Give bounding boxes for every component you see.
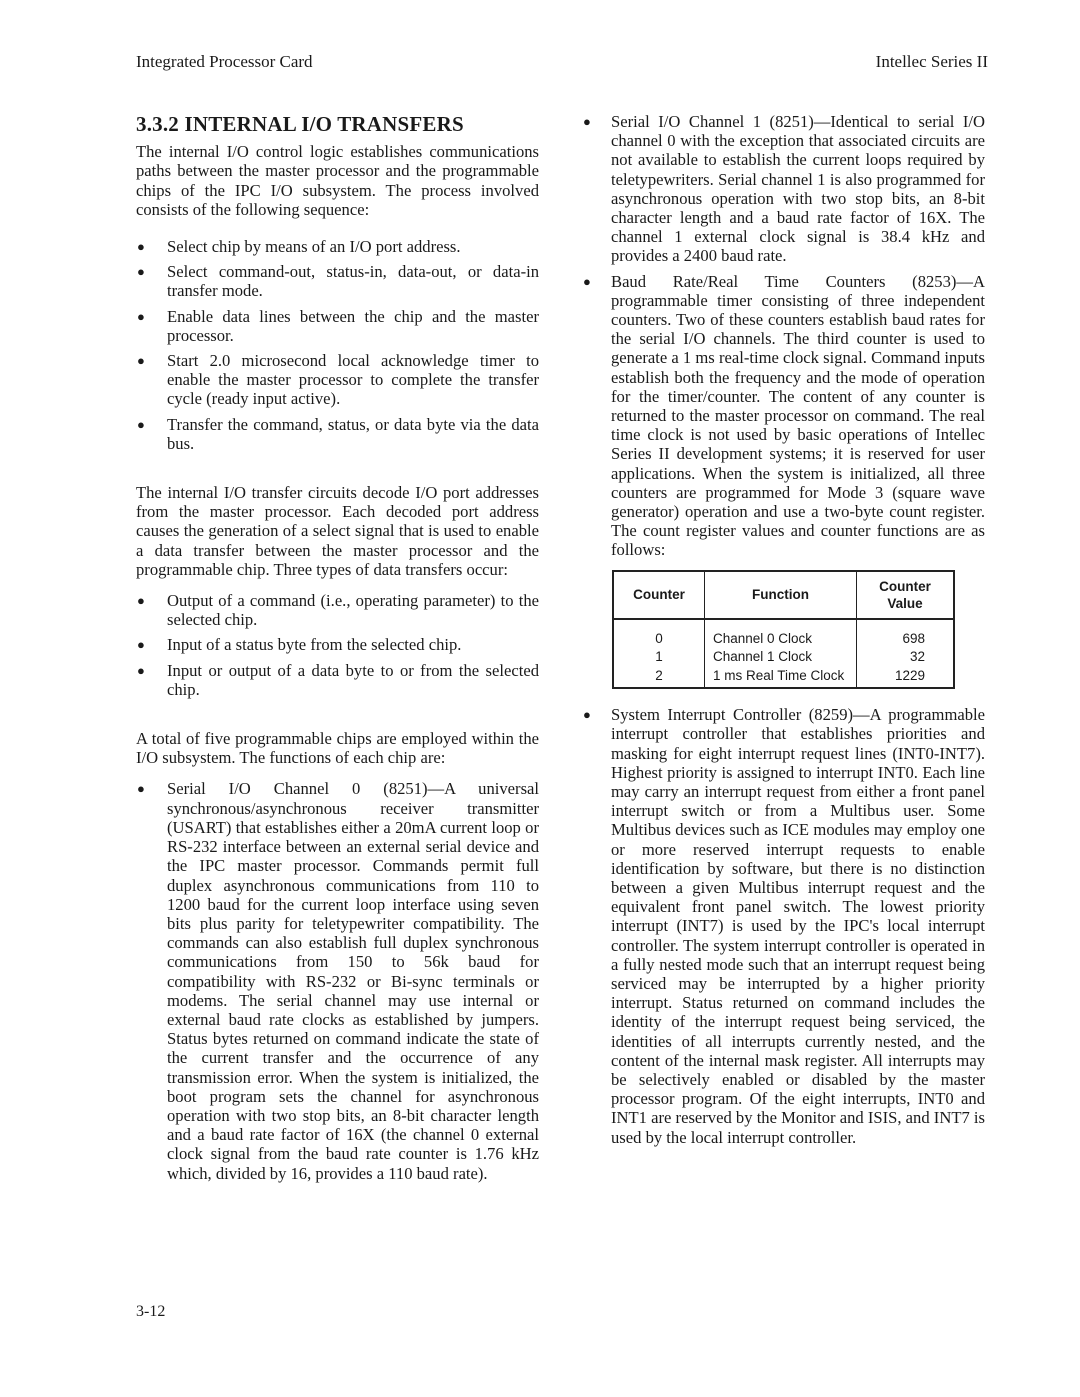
counter-table bbox=[612, 570, 955, 690]
bullet-icon: ● bbox=[583, 707, 591, 723]
bullet-icon: ● bbox=[137, 308, 145, 324]
decode-paragraph: The internal I/O transfer circuits decode I/O port addresses from the master processor. Each decoded port address causes the generation of a select signal that is used to enable a data transfer between the master processor and the programmable chip. Three types of data transfers occur: bbox=[136, 483, 539, 579]
right-column bbox=[582, 112, 985, 1165]
list-item: ● Select chip by means of an I/O port address. bbox=[137, 237, 461, 257]
page-number: 3-12 bbox=[136, 1303, 166, 1320]
bullet-icon: ● bbox=[137, 781, 145, 797]
list-item: ● Select command-out, status-in, data-out, or data-in transfer mode. bbox=[137, 262, 539, 301]
chips-list-left bbox=[136, 779, 539, 1182]
sequence-list bbox=[136, 237, 539, 453]
header-counter-value: Counter Value bbox=[857, 571, 955, 619]
running-header-left: Integrated Processor Card bbox=[136, 52, 313, 71]
list-item: ● Enable data lines between the chip and the master processor. bbox=[137, 306, 539, 345]
bullet-icon: ● bbox=[137, 264, 145, 280]
section-title: 3.3.2 INTERNAL I/O TRANSFERS bbox=[136, 112, 464, 136]
running-header-right: Intellec Series II bbox=[875, 52, 988, 71]
chips-list-right bbox=[582, 112, 985, 560]
header-counter: Counter bbox=[613, 571, 705, 619]
table-row: 1 Channel 1 Clock 32 bbox=[613, 648, 954, 667]
table-row: 2 1 ms Real Time Clock 1229 bbox=[613, 667, 954, 689]
bullet-icon: ● bbox=[137, 662, 145, 678]
list-item: ● Baud Rate/Real Time Counters (8253)—A programmable timer consisting of three independent counters. Two of these counters establish baud rates for the serial I/O channels. The third counter is used to generate a 1 ms real-time clock signal. Command inputs establish both the frequency and the mode of operation for the timer/counter. The content of any counter is returned to the master processor on command. The real time clock is not used by basic operations of Intellec Series II development systems; it is reserved for user applications. When the system is initialized, all three counters are programmed for Mode 3 (square wave generator) operation and use a two-byte count register. The count register values and counter functions are as follows: bbox=[583, 271, 985, 560]
bullet-icon: ● bbox=[583, 114, 591, 129]
left-column bbox=[136, 112, 539, 1201]
table-row: 0 Channel 0 Clock 698 bbox=[613, 619, 954, 649]
list-item: ● Start 2.0 microsecond local acknowledge timer to enable the master processor to complete the transfer cycle (ready input active). bbox=[137, 351, 539, 409]
list-item: ● Serial I/O Channel 0 (8251)—A universal synchronous/asynchronous receiver transmitter (USART) that establishes either a 20mA current loop or RS-232 interface between an external serial device and the IPC master processor. Commands permit full duplex asynchronous communications from 110 to 1200 baud for the current loop interface using seven bits plus parity for teletypewriter compatibility. The commands can also establish full duplex synchronous communications from 150 to 56k baud for compatibility with RS-232 or Bi-sync terminals or modems. The serial channel may use internal or external baud rate clocks as established by jumpers. Status bytes returned on command indicate the state of the current transfer and the occurrence of any transmission error. When the system is initialized, the boot program sets the channel for asynchronous operation with two stop bits, an 8-bit character length and a baud rate factor of 16X (the channel 0 external clock signal from the baud rate counter is 1.76 kHz which, divided by 16, provides a 110 baud rate). bbox=[137, 779, 539, 1183]
table-header-row bbox=[613, 571, 954, 619]
bullet-icon: ● bbox=[137, 416, 145, 432]
list-item: ● Transfer the command, status, or data byte via the data bus. bbox=[137, 414, 539, 453]
chips-paragraph: A total of five programmable chips are employed within the I/O subsystem. The functions of each chip are: bbox=[136, 729, 539, 768]
bullet-icon: ● bbox=[137, 353, 145, 369]
bullet-icon: ● bbox=[583, 273, 591, 289]
bullet-icon: ● bbox=[137, 593, 145, 609]
list-item: ● Input of a status byte from the selected chip. bbox=[137, 635, 462, 655]
bullet-icon: ● bbox=[137, 239, 145, 255]
chips-list-right-continued bbox=[582, 705, 985, 1147]
list-item: ● Output of a command (i.e., operating parameter) to the selected chip. bbox=[137, 591, 539, 630]
list-item: ● Input or output of a data byte to or from the selected chip. bbox=[137, 660, 539, 699]
list-item: ● Serial I/O Channel 1 (8251)—Identical to serial I/O channel 0 with the exception that associated circuits are not available to establish the current loops required by teletypewriters. Serial channel 1 is also programmed for asynchronous operation with two stop bits, an 8-bit character length and a baud rate factor of 16X. The channel 1 external clock signal is 38.4 kHz and provides a 2400 baud rate. bbox=[583, 112, 985, 266]
header-function: Function bbox=[705, 571, 857, 619]
bullet-icon: ● bbox=[137, 637, 145, 653]
transfer-types-list bbox=[136, 591, 539, 699]
intro-paragraph: The internal I/O control logic establishes communications paths between the master processor and the programmable chips of the IPC I/O subsystem. The process involved consists of the following sequence: bbox=[136, 142, 539, 219]
list-item: ● System Interrupt Controller (8259)—A programmable interrupt controller that establishes priorities and masking for eight interrupt request lines (INT0-INT7). Highest priority is assigned to interrupt INT0. Each line may carry an interrupt request from either a front panel interrupt switch or from a Multibus user. Some Multibus devices such as ICE modules may employ one or more reserved interrupt requests to enable identification by software, but there is no distinction between a given Multibus interrupt request and the equivalent front panel switch. The lowest priority interrupt (INT7) is used by the IPC's local interrupt controller. The system interrupt controller is operated in a fully nested mode such that an interrupt request being serviced may be interrupted by a higher priority interrupt. Status returned on command includes the identity of the interrupt request being serviced, the identities of all interrupts currently nested, and the content of the internal mask register. All interrupts may be selectively enabled or disabled by the master processor program. Of the eight interrupts, INT0 and INT1 are reserved by the Monitor and ISIS, and INT7 is used by the local interrupt controller. bbox=[583, 705, 985, 1147]
